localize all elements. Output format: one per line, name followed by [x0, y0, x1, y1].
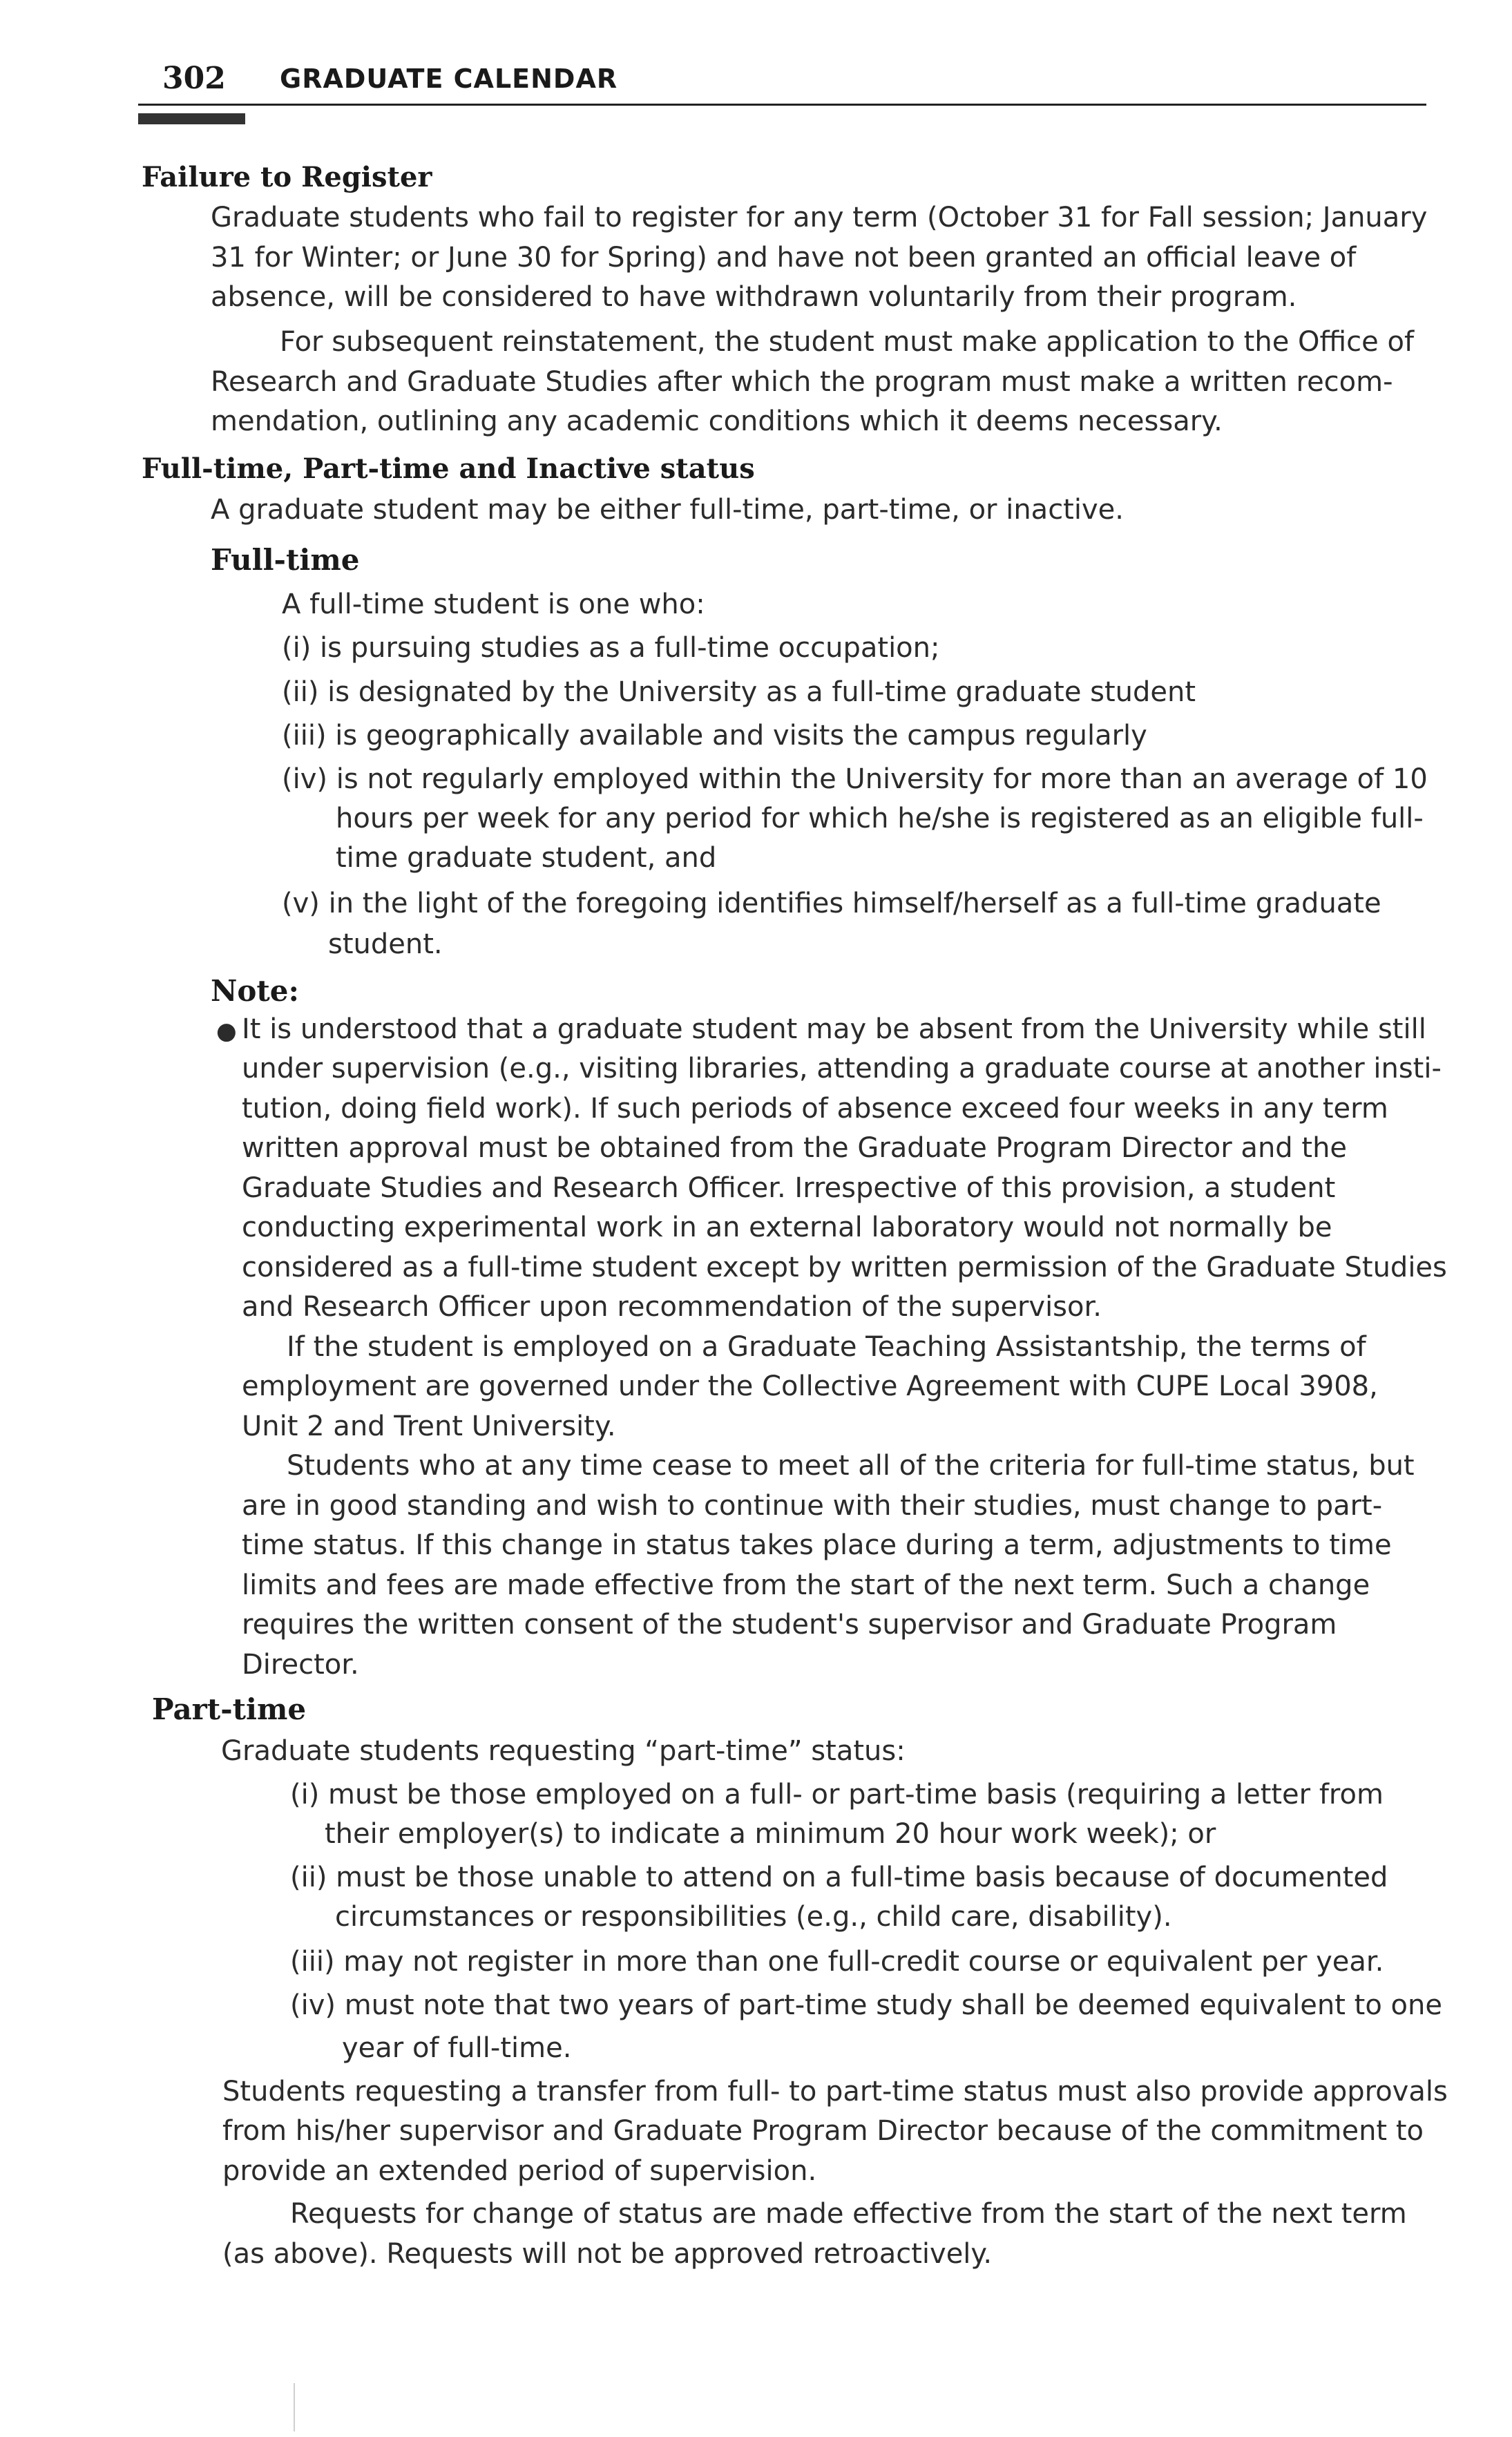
paragraph-line: 31 for Winter; or June 30 for Spring) and have not been granted an official leave of: [211, 242, 1357, 274]
paragraph-line: considered as a full-time student except by written permission of the Graduate Studies: [242, 1252, 1447, 1283]
paragraph-line: employment are governed under the Collective Agreement with CUPE Local 3908,: [242, 1370, 1378, 1402]
paragraph-line: Director.: [242, 1649, 359, 1681]
list-item: (i) is pursuing studies as a full-time occupation;: [282, 632, 940, 664]
paragraph-line: If the student is employed on a Graduate Teaching Assistantship, the terms of: [287, 1331, 1366, 1363]
list-item: (v) in the light of the foregoing identifies himself/herself as a full-time graduate: [282, 888, 1381, 919]
paragraph-line: time status. If this change in status takes place during a term, adjustments to time: [242, 1529, 1392, 1561]
paragraph-line: (as above). Requests will not be approved retroactively.: [222, 2238, 993, 2270]
heading-failure-to-register: Failure to Register: [142, 161, 432, 193]
paragraph-line: It is understood that a graduate student may be absent from the University while still: [242, 1013, 1426, 1045]
paragraph-line: Requests for change of status are made effective from the start of the next term: [290, 2198, 1407, 2230]
page-number: 302: [162, 61, 226, 96]
paragraph-line: Unit 2 and Trent University.: [242, 1411, 616, 1442]
page-header: [155, 61, 1426, 109]
running-title: GRADUATE CALENDAR: [280, 64, 618, 94]
list-item-continuation: hours per week for any period for which he/she is registered as an eligible full-: [336, 803, 1424, 834]
paragraph-line: mendation, outlining any academic conditions which it deems necessary.: [211, 405, 1223, 437]
paragraph-line: provide an extended period of supervision.: [222, 2155, 817, 2187]
scan-margin-mark: [294, 2383, 295, 2431]
paragraph-line: from his/her supervisor and Graduate Program Director because of the commitment to: [222, 2115, 1424, 2147]
list-item: (iv) must note that two years of part-time study shall be deemed equivalent to one: [290, 1989, 1442, 2021]
paragraph-line: written approval must be obtained from the Graduate Program Director and the: [242, 1132, 1348, 1164]
paragraph-line: limits and fees are made effective from the start of the next term. Such a change: [242, 1569, 1370, 1601]
paragraph-line: under supervision (e.g., visiting libraries, attending a graduate course at another insti-: [242, 1053, 1442, 1084]
heading-status: Full-time, Part-time and Inactive status: [142, 452, 755, 485]
list-item: (i) must be those employed on a full- or part-time basis (requiring a letter from: [290, 1779, 1384, 1810]
list-item-continuation: time graduate student, and: [336, 842, 717, 874]
header-rule-accent: [138, 113, 245, 124]
paragraph-line: Graduate students requesting “part-time” status:: [221, 1735, 906, 1767]
heading-full-time: Full-time: [211, 543, 360, 577]
heading-note: Note:: [211, 974, 300, 1008]
header-rule: [138, 104, 1426, 106]
paragraph-line: Research and Graduate Studies after which the program must make a written recom-: [211, 366, 1393, 398]
list-item-continuation: student.: [328, 928, 443, 960]
paragraph-line: tution, doing field work). If such periods of absence exceed four weeks in any term: [242, 1093, 1388, 1125]
list-item: (ii) is designated by the University as a full-time graduate student: [282, 676, 1196, 708]
paragraph-line: Graduate Studies and Research Officer. Irrespective of this provision, a student: [242, 1172, 1336, 1204]
paragraph-line: A graduate student may be either full-time, part-time, or inactive.: [211, 494, 1124, 526]
paragraph-line: Graduate students who fail to register for any term (October 31 for Fall session; January: [211, 202, 1428, 233]
paragraph-line: Students who at any time cease to meet all of the criteria for full-time status, but: [287, 1450, 1415, 1482]
list-item-continuation: year of full-time.: [342, 2032, 572, 2064]
list-item: (iii) may not register in more than one full-credit course or equivalent per year.: [290, 1946, 1384, 1978]
list-item: (iv) is not regularly employed within the University for more than an average of 10: [282, 763, 1428, 795]
list-item-continuation: their employer(s) to indicate a minimum 20 hour work week); or: [325, 1818, 1216, 1850]
paragraph-line: For subsequent reinstatement, the student must make application to the Office of: [280, 326, 1415, 358]
paragraph-line: conducting experimental work in an external laboratory would not normally be: [242, 1212, 1332, 1243]
heading-part-time: Part-time: [152, 1692, 307, 1726]
paragraph-line: are in good standing and wish to continue with their studies, must change to part-: [242, 1490, 1383, 1522]
paragraph-line: A full-time student is one who:: [282, 589, 705, 620]
list-item-continuation: circumstances or responsibilities (e.g., child care, disability).: [335, 1901, 1172, 1933]
list-item: (iii) is geographically available and visits the campus regularly: [282, 720, 1147, 752]
bullet-icon: ●: [216, 1017, 237, 1045]
paragraph-line: and Research Officer upon recommendation of the supervisor.: [242, 1291, 1102, 1323]
paragraph-line: Students requesting a transfer from full- to part-time status must also provide approvals: [222, 2076, 1448, 2108]
paragraph-line: requires the written consent of the student's supervisor and Graduate Program: [242, 1609, 1337, 1641]
paragraph-line: absence, will be considered to have withdrawn voluntarily from their program.: [211, 281, 1297, 313]
list-item: (ii) must be those unable to attend on a full-time basis because of documented: [290, 1862, 1388, 1893]
